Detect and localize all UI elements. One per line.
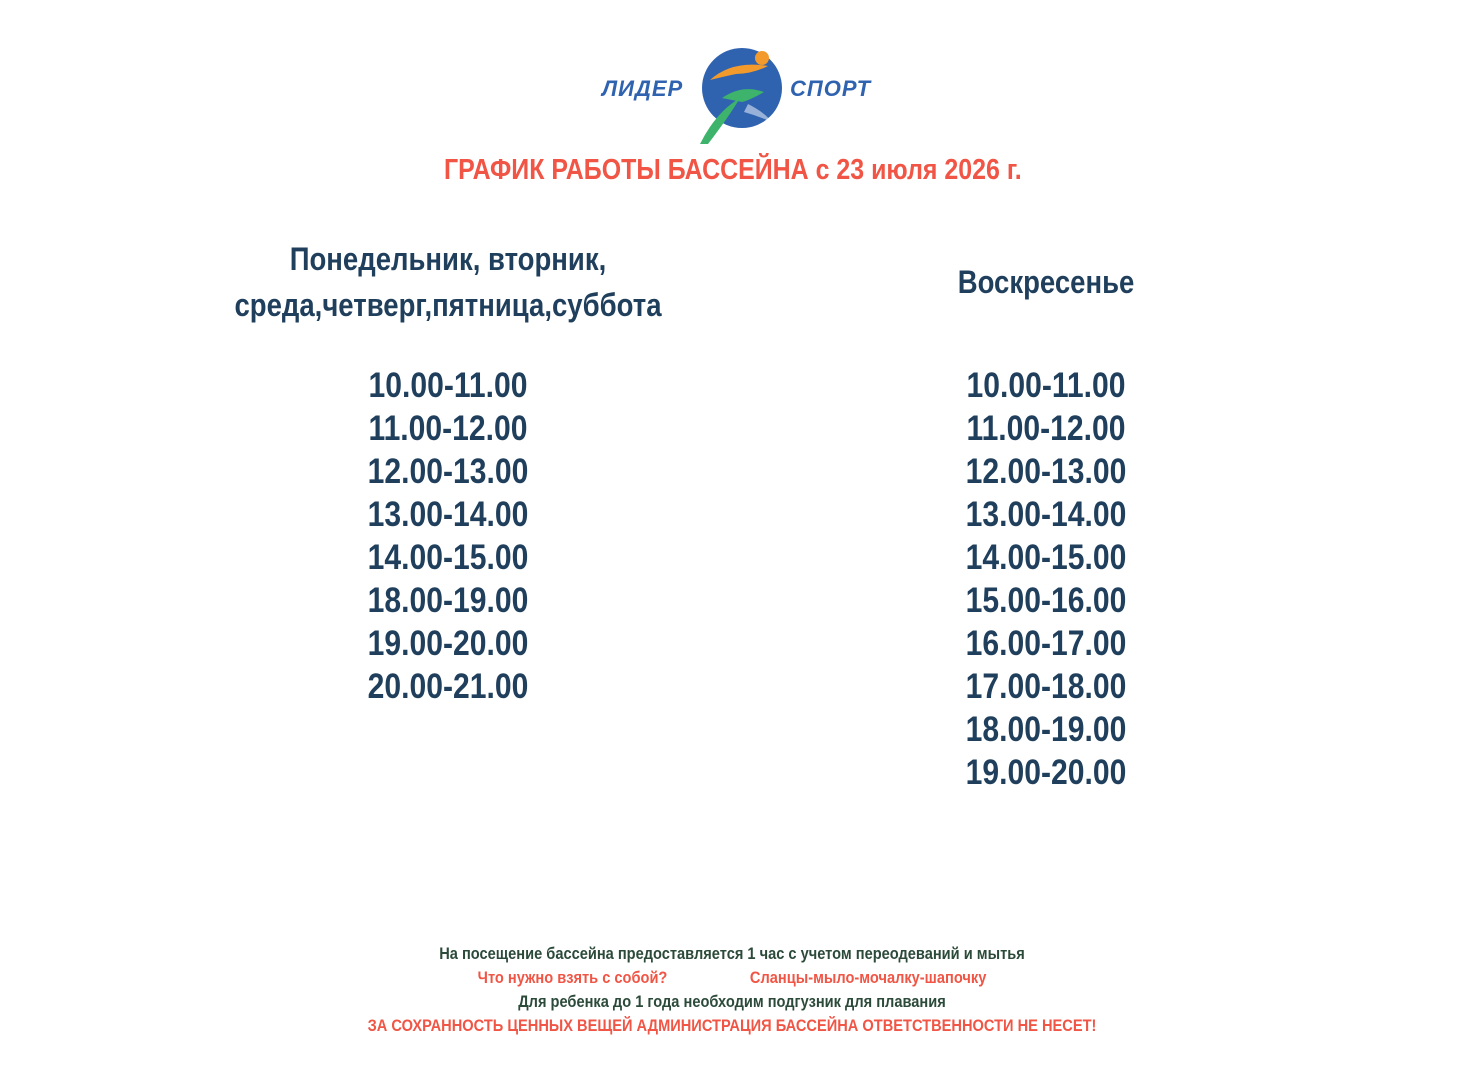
- footer-visit-duration: На посещение бассейна предоставляется 1 час с учетом переодеваний и мытья: [439, 944, 1025, 963]
- time-slot: 18.00-19.00: [965, 710, 1127, 749]
- footer-question: Что нужно взять с собой?: [477, 968, 668, 987]
- time-slot: 14.00-15.00: [965, 538, 1127, 577]
- weekday-slot-list: [178, 364, 718, 708]
- logo-word-sport: СПОРТ: [790, 76, 872, 101]
- footer-notes: [0, 942, 1464, 1038]
- time-slot: 13.00-14.00: [367, 495, 529, 534]
- time-slot: 20.00-21.00: [367, 667, 529, 706]
- time-slot: 16.00-17.00: [965, 624, 1127, 663]
- sunday-header-text: Воскресенье: [957, 264, 1135, 300]
- time-slot: 14.00-15.00: [367, 538, 529, 577]
- time-slot: 11.00-12.00: [368, 409, 528, 448]
- time-slot: 10.00-11.00: [966, 366, 1126, 405]
- weekday-header: [216, 236, 680, 328]
- sunday-schedule: [846, 236, 1246, 792]
- time-slot: 19.00-20.00: [965, 753, 1127, 792]
- time-slot: 17.00-18.00: [965, 667, 1127, 706]
- runner-circle-icon: [692, 40, 784, 148]
- logo: [596, 40, 872, 150]
- footer-answer: Сланцы-мыло-мочалку-шапочку: [749, 968, 987, 987]
- footer-diaper-note: Для ребенка до 1 года необходим подгузник для плавания: [518, 992, 946, 1011]
- weekday-header-line1: Понедельник, вторник,: [289, 241, 607, 277]
- time-slot: 13.00-14.00: [965, 495, 1127, 534]
- time-slot: 10.00-11.00: [368, 366, 528, 405]
- logo-word-lider: ЛИДЕР: [602, 76, 684, 101]
- time-slot: 12.00-13.00: [367, 452, 529, 491]
- weekday-header-line2: среда,четверг,пятница,суббота: [234, 287, 662, 323]
- time-slot: 12.00-13.00: [965, 452, 1127, 491]
- time-slot: 15.00-16.00: [965, 581, 1127, 620]
- time-slot: 18.00-19.00: [367, 581, 529, 620]
- sunday-header: [874, 236, 1218, 328]
- footer-liability-warning: ЗА СОХРАННОСТЬ ЦЕННЫХ ВЕЩЕЙ АДМИНИСТРАЦИЯ БАССЕЙНА ОТВЕТСТВЕННОСТИ НЕ НЕСЕТ!: [367, 1016, 1097, 1035]
- sunday-slot-list: [846, 364, 1246, 794]
- time-slot: 19.00-20.00: [367, 624, 529, 663]
- weekday-schedule: [178, 236, 718, 706]
- time-slot: 11.00-12.00: [966, 409, 1126, 448]
- footer-what-to-bring: [102, 966, 1361, 990]
- page-title: ГРАФИК РАБОТЫ БАССЕЙНА с 23 июля 2026 г.: [444, 154, 1022, 186]
